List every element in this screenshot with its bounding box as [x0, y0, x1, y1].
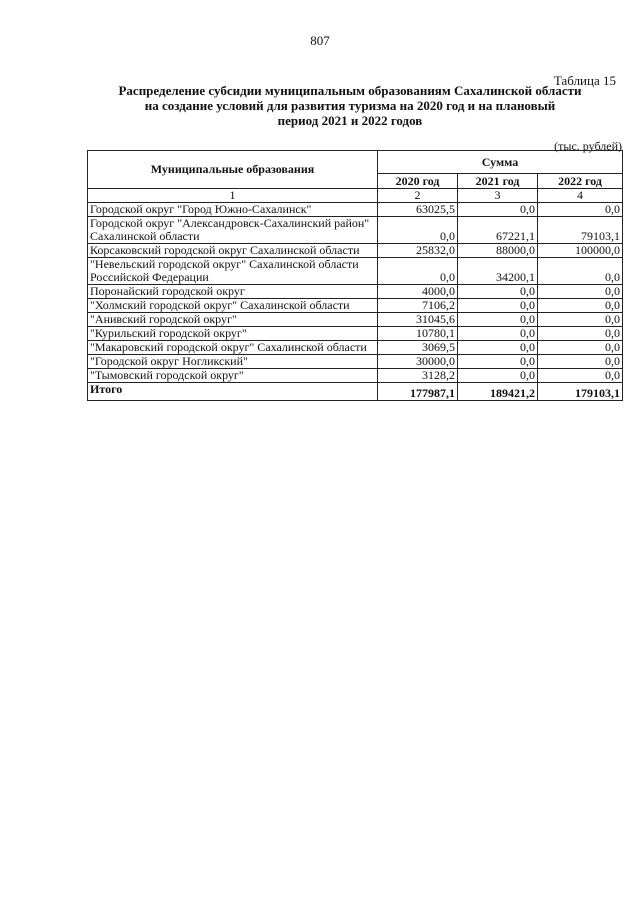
column-number: 2 [378, 189, 458, 203]
value-2020: 31045,6 [378, 313, 458, 327]
value-2021: 34200,1 [458, 258, 538, 285]
municipality-name: Корсаковский городской округ Сахалинской области [88, 244, 378, 258]
total-2020: 177987,1 [378, 383, 458, 401]
table-row [88, 327, 623, 341]
table-row [88, 299, 623, 313]
column-number: 4 [538, 189, 623, 203]
total-2022: 179103,1 [538, 383, 623, 401]
total-label: Итого [88, 383, 378, 401]
value-2021: 0,0 [458, 203, 538, 217]
municipality-name: "Холмский городской округ" Сахалинской области [88, 299, 378, 313]
column-header-sum: Сумма [378, 151, 623, 174]
total-row [88, 383, 623, 401]
table-row [88, 355, 623, 369]
table-row [88, 313, 623, 327]
table-row [88, 217, 623, 244]
column-number: 1 [88, 189, 378, 203]
value-2022: 0,0 [538, 355, 623, 369]
value-2020: 7106,2 [378, 299, 458, 313]
value-2021: 67221,1 [458, 217, 538, 244]
value-2022: 0,0 [538, 327, 623, 341]
value-2022: 0,0 [538, 313, 623, 327]
municipality-name: Поронайский городской округ [88, 285, 378, 299]
table-body [88, 203, 623, 383]
table-row [88, 203, 623, 217]
value-2022: 0,0 [538, 299, 623, 313]
value-2020: 4000,0 [378, 285, 458, 299]
table-row [88, 244, 623, 258]
column-header-2020: 2020 год [378, 174, 458, 189]
table-row [88, 285, 623, 299]
value-2020: 0,0 [378, 217, 458, 244]
table-row [88, 341, 623, 355]
column-number: 3 [458, 189, 538, 203]
value-2022: 0,0 [538, 203, 623, 217]
value-2022: 100000,0 [538, 244, 623, 258]
value-2020: 3128,2 [378, 369, 458, 383]
municipality-name: "Невельский городской округ" Сахалинской области Российской Федерации [88, 258, 378, 285]
table-row [88, 369, 623, 383]
value-2022: 0,0 [538, 341, 623, 355]
title-line: Распределение субсидии муниципальным образованиям Сахалинской области [118, 83, 582, 98]
municipality-name: Городской округ "Город Южно-Сахалинск" [88, 203, 378, 217]
municipality-name: "Анивский городской округ" [88, 313, 378, 327]
table-row [88, 258, 623, 285]
units-label: (тыс. рублей) [554, 139, 622, 153]
value-2022: 0,0 [538, 285, 623, 299]
value-2020: 63025,5 [378, 203, 458, 217]
municipality-name: "Макаровский городской округ" Сахалинской области [88, 341, 378, 355]
value-2020: 3069,5 [378, 341, 458, 355]
table-label: Таблица 15 [553, 73, 616, 88]
value-2022: 0,0 [538, 369, 623, 383]
title-line: на создание условий для развития туризма на 2020 год и на плановый [144, 98, 556, 113]
value-2021: 0,0 [458, 285, 538, 299]
value-2021: 0,0 [458, 341, 538, 355]
value-2021: 88000,0 [458, 244, 538, 258]
value-2021: 0,0 [458, 299, 538, 313]
value-2021: 0,0 [458, 313, 538, 327]
value-2020: 10780,1 [378, 327, 458, 341]
value-2021: 0,0 [458, 355, 538, 369]
municipality-name: "Тымовский городской округ" [88, 369, 378, 383]
column-header-2021: 2021 год [458, 174, 538, 189]
municipality-name: Городской округ "Александровск-Сахалинский район" Сахалинской области [88, 217, 378, 244]
municipality-name: "Городской округ Ногликский" [88, 355, 378, 369]
value-2020: 25832,0 [378, 244, 458, 258]
value-2020: 0,0 [378, 258, 458, 285]
value-2021: 0,0 [458, 327, 538, 341]
total-2021: 189421,2 [458, 383, 538, 401]
page-number: 807 [310, 33, 330, 48]
title-line: период 2021 и 2022 годов [277, 113, 423, 128]
column-header-2022: 2022 год [538, 174, 623, 189]
value-2021: 0,0 [458, 369, 538, 383]
document-title [100, 83, 600, 128]
value-2022: 79103,1 [538, 217, 623, 244]
value-2022: 0,0 [538, 258, 623, 285]
municipality-name: "Курильский городской округ" [88, 327, 378, 341]
column-header-municipality: Муниципальные образования [88, 151, 378, 189]
subsidy-table [87, 150, 623, 401]
value-2020: 30000,0 [378, 355, 458, 369]
